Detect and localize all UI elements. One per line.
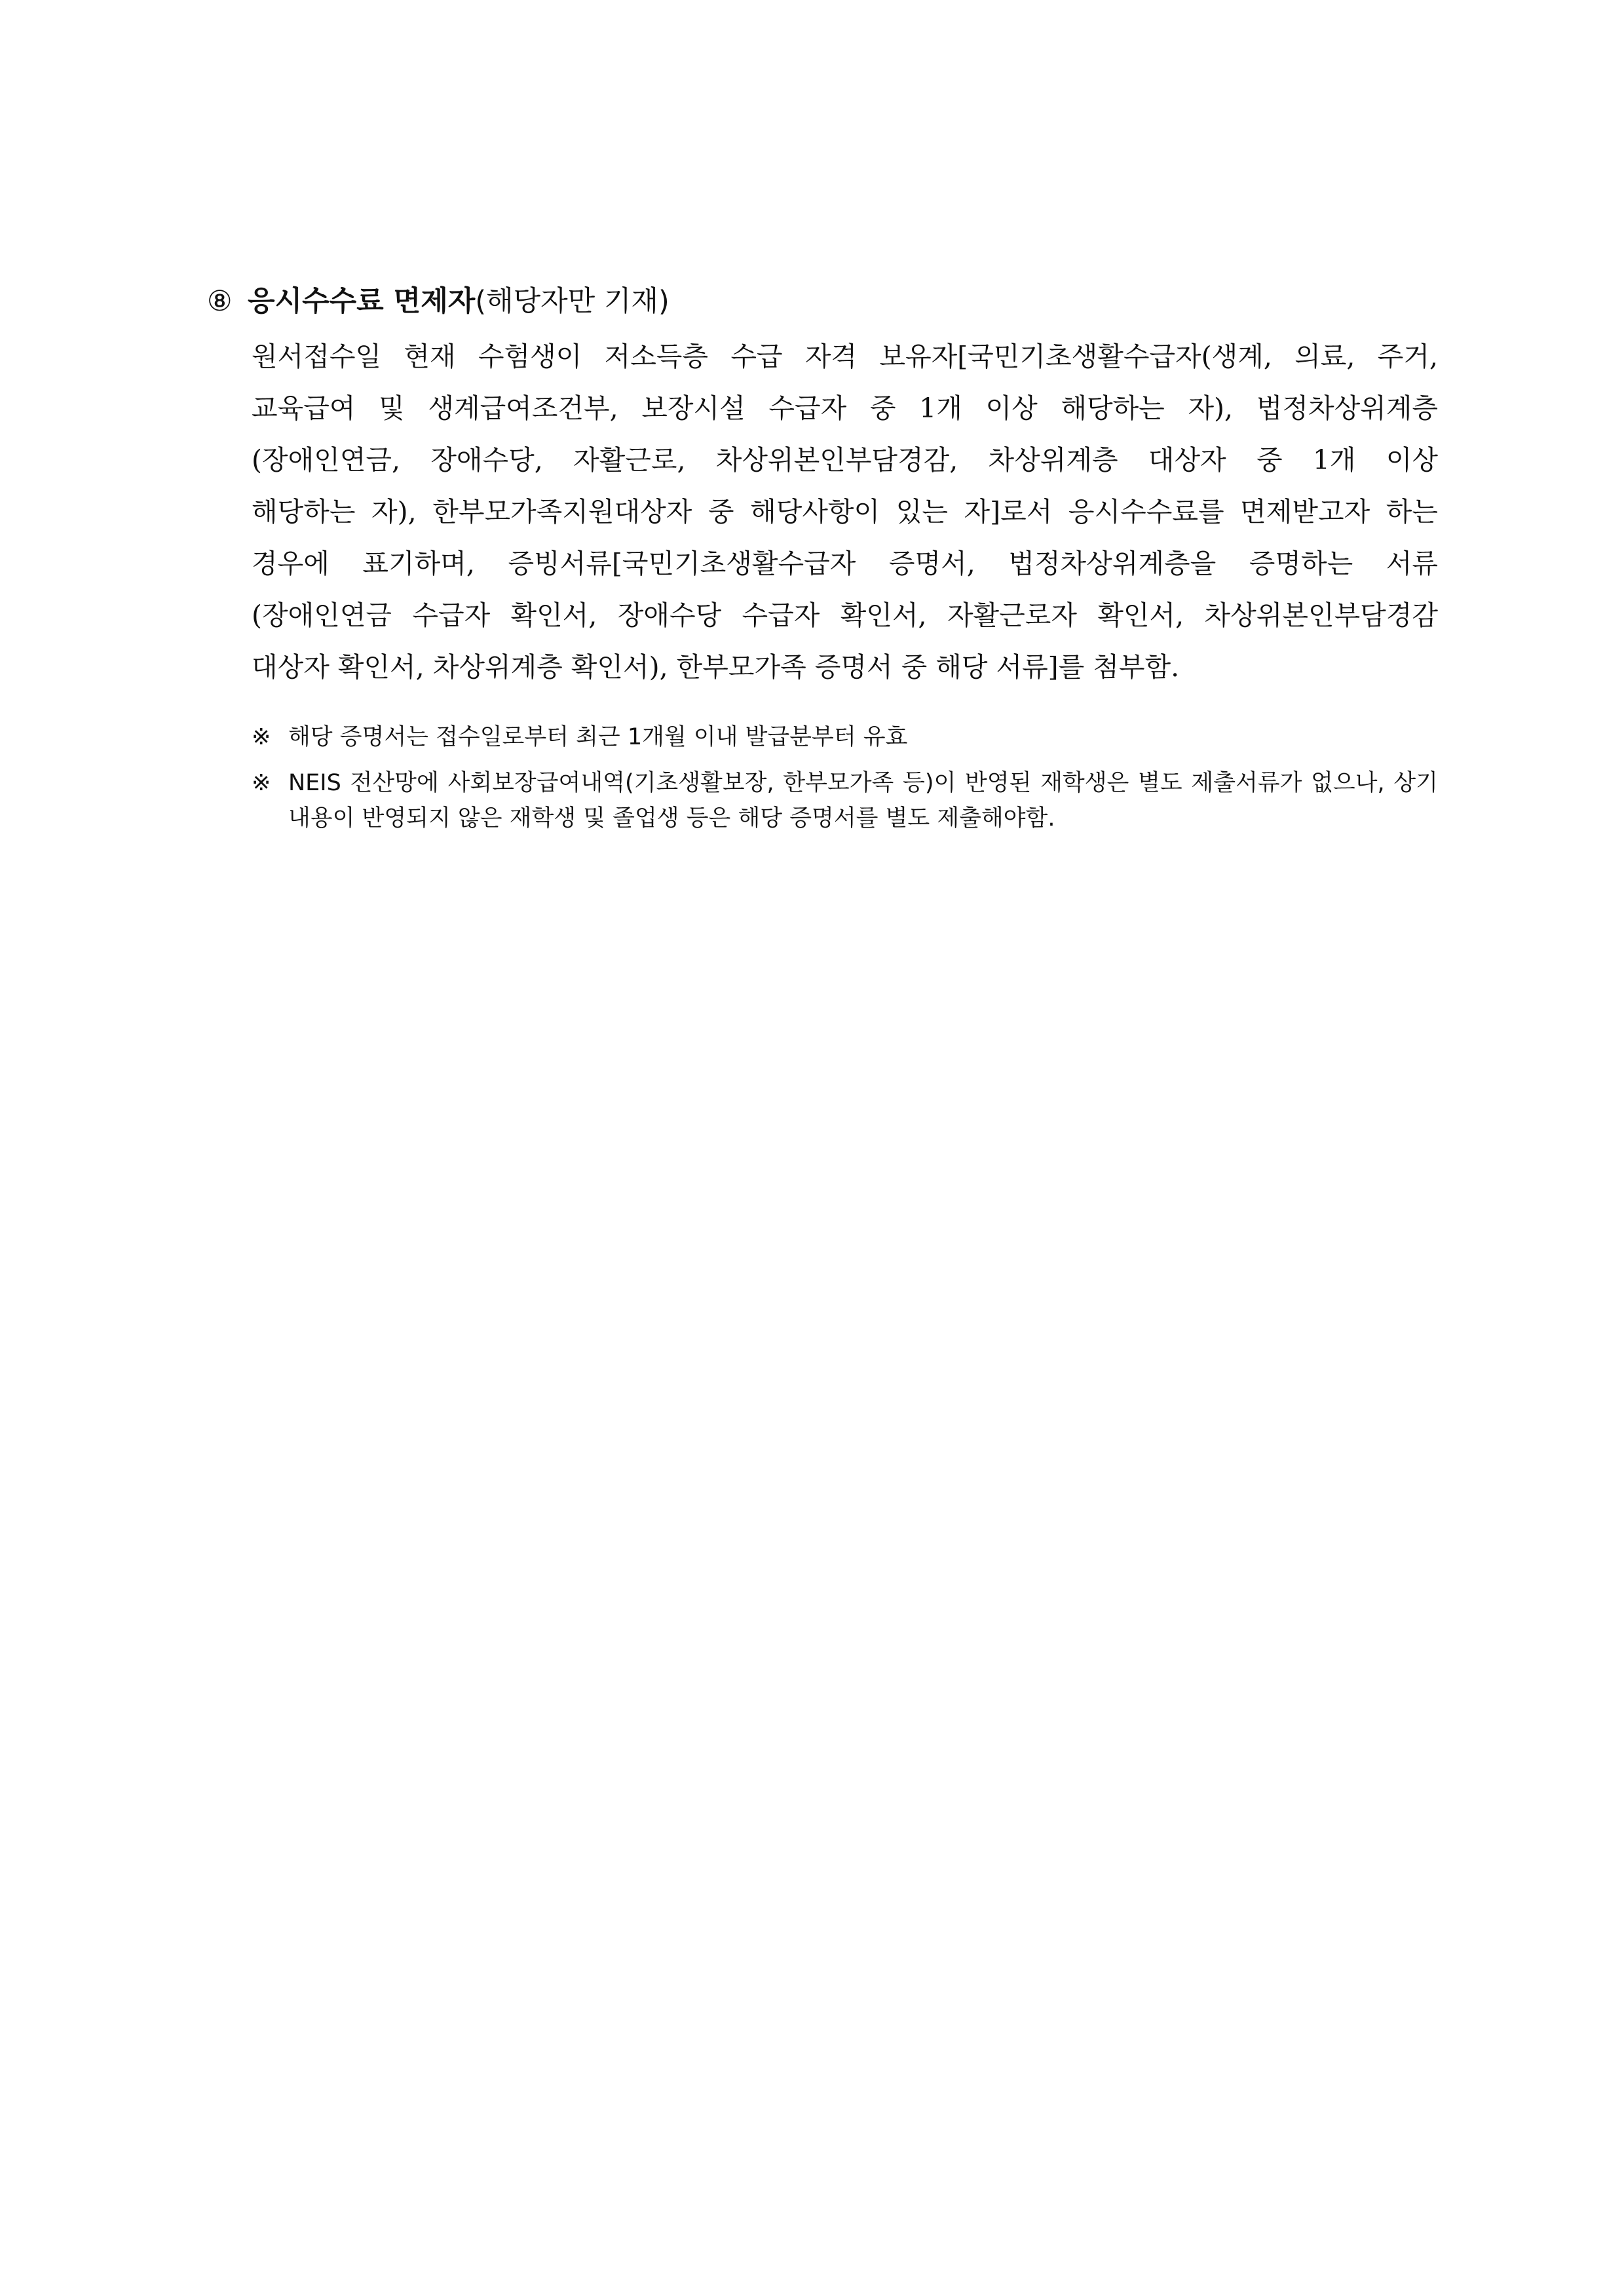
- note-text: NEIS 전산망에 사회보장급여내역(기초생활보장, 한부모가족 등)이 반영된 재학생은 별도 제출서류가 없으나, 상기: [288, 770, 1438, 796]
- note-text: 해당 증명서는 접수일로부터 최근 1개월 이내 발급분부터 유효: [288, 724, 908, 750]
- note-mark: ※: [252, 770, 271, 796]
- note-item: [252, 719, 1438, 755]
- section-title-note: (해당자만 기재): [475, 285, 670, 318]
- section-heading: [207, 282, 670, 321]
- body-line: 원서접수일 현재 수험생이 저소득층 수급 자격 보유자[국민기초생활수급자(생계, 의료, 주거,: [252, 341, 1438, 372]
- body-line: 경우에 표기하며, 증빙서류[국민기초생활수급자 증명서, 법정차상위계층을 증명하는 서류: [252, 548, 1438, 579]
- section-number: ⑧: [207, 285, 233, 318]
- body-line: 대상자 확인서, 차상위계층 확인서), 한부모가족 증명서 중 해당 서류]를 첨부함.: [252, 651, 1180, 683]
- note-item: [252, 765, 1438, 836]
- body-line: 교육급여 및 생계급여조건부, 보장시설 수급자 중 1개 이상 해당하는 자), 법정차상위계층: [252, 392, 1438, 424]
- body-line: (장애인연금, 장애수당, 자활근로, 차상위본인부담경감, 차상위계층 대상자 중 1개 이상: [252, 444, 1438, 476]
- section-body: [252, 331, 1438, 693]
- body-line: 해당하는 자), 한부모가족지원대상자 중 해당사항이 있는 자]로서 응시수수료를 면제받고자 하는: [252, 496, 1438, 527]
- note-text: 내용이 반영되지 않은 재학생 및 졸업생 등은 해당 증명서를 별도 제출해야함.: [288, 805, 1055, 832]
- body-line: (장애인연금 수급자 확인서, 장애수당 수급자 확인서, 자활근로자 확인서, 차상위본인부담경감: [252, 600, 1438, 631]
- note-mark: ※: [252, 724, 271, 750]
- section-title: 응시수수료 면제자: [248, 285, 476, 318]
